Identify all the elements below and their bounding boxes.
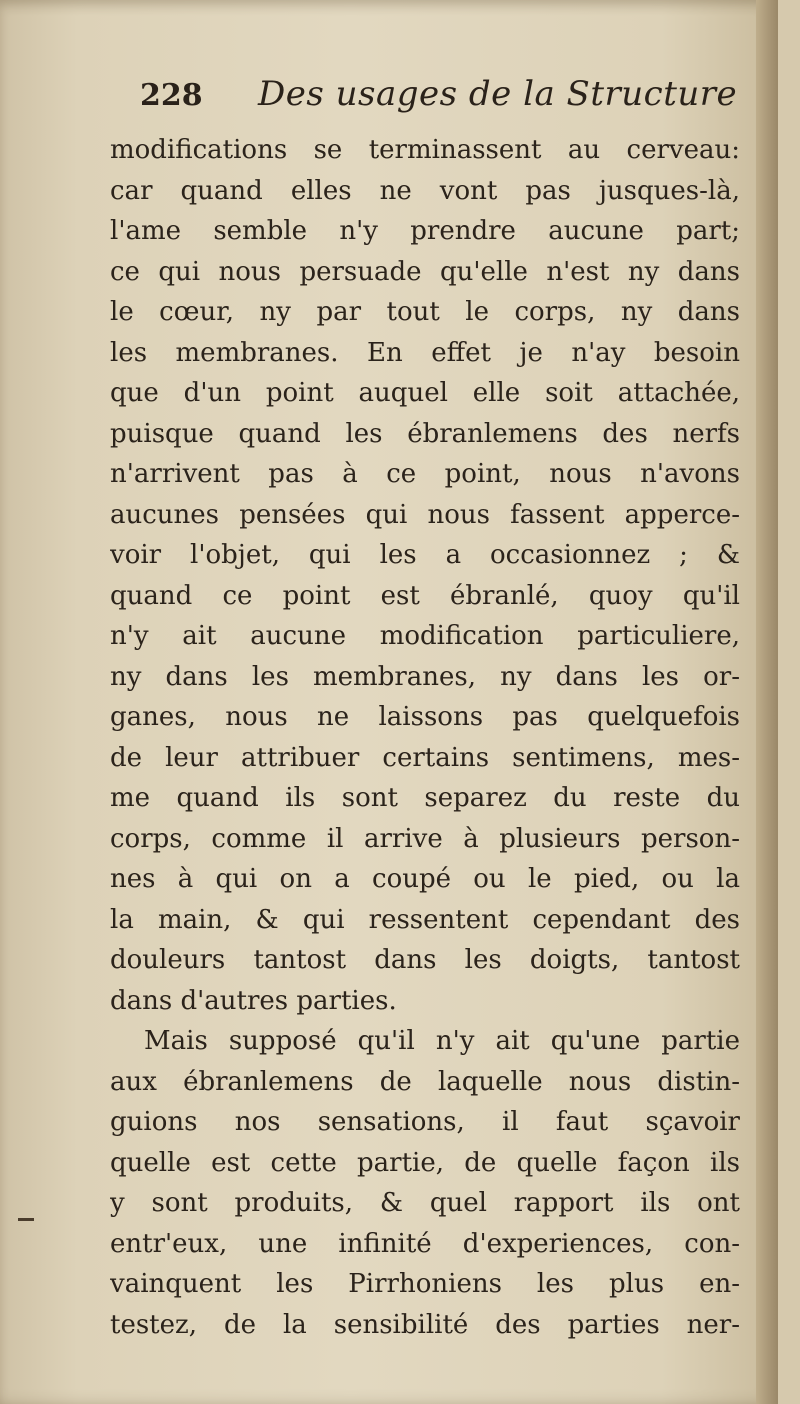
text-line: n'y ait aucune modification particuliere, bbox=[110, 621, 740, 651]
text-line: quelle est cette partie, de quelle façon ils bbox=[110, 1147, 740, 1178]
text-line: entr'eux, une infinité d'experiences, con- bbox=[110, 1228, 740, 1259]
text-line: y sont produits, & quel rapport ils ont bbox=[110, 1188, 740, 1218]
text-line: n'arrivent pas à ce point, nous n'avons bbox=[110, 459, 740, 489]
text-line: puisque quand les ébranlemens des nerfs bbox=[110, 418, 740, 449]
text-line: aucunes pensées qui nous fassent apperce- bbox=[110, 499, 740, 530]
margin-mark bbox=[18, 1218, 34, 1221]
page-edge bbox=[756, 0, 778, 1404]
text-line: aux ébranlemens de laquelle nous distin- bbox=[110, 1066, 740, 1097]
text-line: vainquent les Pirrhoniens les plus en- bbox=[110, 1269, 740, 1299]
text-line: le cœur, ny par tout le corps, ny dans bbox=[110, 297, 740, 327]
text-line: douleurs tantost dans les doigts, tantost bbox=[110, 945, 740, 975]
text-line: de leur attribuer certains sentimens, mes- bbox=[110, 742, 740, 773]
paragraph-end-line: dans d'autres parties. bbox=[110, 985, 397, 1016]
running-title: Des usages de la Structure bbox=[258, 74, 738, 114]
text-line: ce qui nous persuade qu'elle n'est ny dans bbox=[110, 256, 740, 287]
text-line: l'ame semble n'y prendre aucune part; bbox=[110, 216, 740, 246]
text-line: voir l'objet, qui les a occasionnez ; & bbox=[110, 540, 740, 570]
text-line: quand ce point est ébranlé, quoy qu'il bbox=[110, 580, 740, 611]
text-line: les membranes. En effet je n'ay besoin bbox=[110, 337, 740, 368]
text-line: me quand ils sont separez du reste du bbox=[110, 783, 740, 813]
text-line: ny dans les membranes, ny dans les or- bbox=[110, 661, 740, 692]
text-line: la main, & qui ressentent cependant des bbox=[110, 904, 740, 935]
text-line: que d'un point auquel elle soit attachée, bbox=[110, 378, 740, 408]
text-line: ganes, nous ne laissons pas quelquefois bbox=[110, 702, 740, 732]
body-text bbox=[110, 130, 740, 1345]
text-line: testez, de la sensibilité des parties ner- bbox=[110, 1309, 740, 1340]
paragraph-start-line: Mais supposé qu'il n'y ait qu'une partie bbox=[144, 1026, 740, 1056]
text-line: corps, comme il arrive à plusieurs person- bbox=[110, 823, 740, 854]
page-number: 228 bbox=[140, 78, 203, 113]
text-line: nes à qui on a coupé ou le pied, ou la bbox=[110, 864, 740, 894]
text-line: modifications se terminassent au cerveau: bbox=[110, 135, 740, 165]
text-line: car quand elles ne vont pas jusques-là, bbox=[110, 175, 740, 206]
page-header bbox=[0, 74, 778, 124]
text-line: guions nos sensations, il faut sçavoir bbox=[110, 1107, 740, 1137]
